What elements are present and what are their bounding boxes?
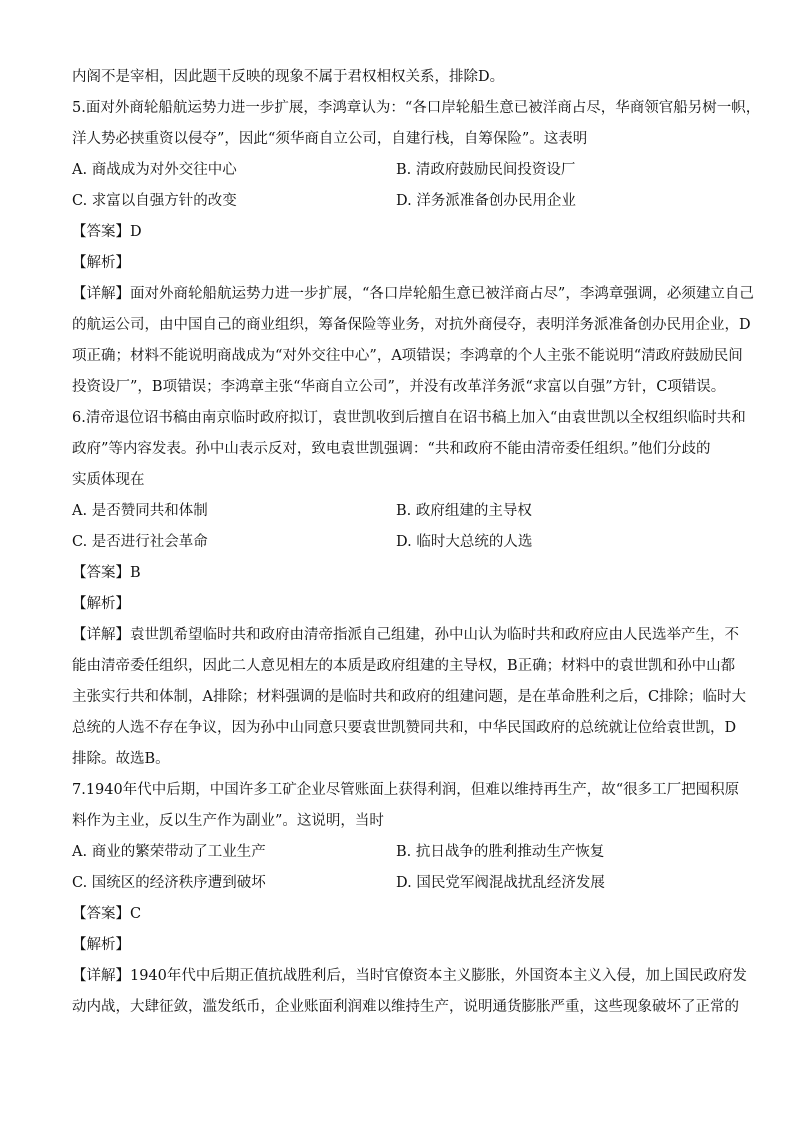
option-d: D. 临时大总统的人选: [396, 534, 533, 550]
question-stem-line: 5.面对外商轮船航运势力进一步扩展，李鸿章认为：“各口岸轮船生意已被洋商占尽，华商领官船另树一帜，: [72, 100, 761, 116]
question-7: [72, 775, 747, 1023]
answer-label: 【答案】B: [72, 565, 141, 581]
detail-line: 【详解】袁世凯希望临时共和政府由清帝指派自己组建，孙中山认为临时共和政府应由人民选举产生，不: [72, 627, 739, 643]
option-b: B. 抗日战争的胜利推动生产恢复: [396, 844, 605, 860]
question-stem-line: 实质体现在: [72, 472, 145, 488]
detail-line: 【详解】1940年代中后期正值抗战胜利后，当时官僚资本主义膨胀，外国资本主义入侵，加上国民政府发: [72, 968, 747, 984]
options-row: [72, 837, 724, 868]
analysis-label: 【解析】: [72, 596, 130, 612]
option-a: A. 商战成为对外交往中心: [72, 162, 237, 178]
question-stem-line: 6.清帝退位诏书稿由南京临时政府拟订，袁世凯收到后擅自在诏书稿上加入“由袁世凯以全权组织临时共和: [72, 410, 746, 426]
detail-line: 投资设厂”，B项错误；李鸿章主张“华商自立公司”，并没有改革洋务派“求富以自强”方针，C项错误。: [72, 379, 726, 395]
detail-line: 总统的人选不存在争议，因为孙中山同意只要袁世凯赞同共和，中华民国政府的总统就让位给袁世凯，D: [72, 720, 737, 736]
analysis-label: 【解析】: [72, 937, 130, 953]
detail-line: 能由清帝委任组织，因此二人意见相左的本质是政府组建的主导权，B正确；材料中的袁世凯和孙中山都: [72, 658, 736, 674]
options-row: [72, 868, 724, 899]
question-stem-line: 政府”等内容发表。孙中山表示反对，致电袁世凯强调：“共和政府不能由清帝委任组织。”他们分歧的: [72, 441, 711, 457]
detail-line: 主张实行共和体制，A排除；材料强调的是临时共和政府的组建问题，是在革命胜利之后，C排除；临时大: [72, 689, 747, 705]
analysis-label: 【解析】: [72, 255, 130, 271]
option-c: C. 国统区的经济秩序遭到破坏: [72, 875, 266, 891]
detail-line: 排除。故选B。: [72, 751, 170, 767]
question-stem-line: 料作为主业，反以生产作为副业”。这说明，当时: [72, 813, 384, 829]
question-stem-line: 7.1940年代中后期，中国许多工矿企业尽管账面上获得利润，但难以维持再生产，故“很多工厂把囤积原: [72, 782, 740, 798]
detail-line: 项正确；材料不能说明商战成为“对外交往中心”，A项错误；李鸿章的个人主张不能说明“清政府鼓励民间: [72, 348, 743, 364]
document-page: [72, 62, 761, 1023]
detail-line: 【详解】面对外商轮船航运势力进一步扩展，“各口岸轮船生意已被洋商占尽”，李鸿章强调，必须建立自己: [72, 286, 754, 302]
option-d: D. 国民党军阀混战扰乱经济发展: [396, 875, 605, 891]
detail-line: 动内战，大肆征敛，滥发纸币，企业账面利润难以维持生产，说明通货膨胀严重，这些现象破坏了正常的: [72, 999, 739, 1015]
option-c: C. 求富以自强方针的改变: [72, 193, 237, 209]
option-a: A. 是否赞同共和体制: [72, 503, 208, 519]
option-b: B. 政府组建的主导权: [396, 503, 532, 519]
options-row: [72, 496, 724, 527]
option-d: D. 洋务派准备创办民用企业: [396, 193, 576, 209]
detail-line: 的航运公司，由中国自己的商业组织，筹备保险等业务，对抗外商侵夺，表明洋务派准备创办民用企业，D: [72, 317, 751, 333]
options-row: [72, 155, 724, 186]
answer-label: 【答案】D: [72, 224, 142, 240]
text-line: 内阁不是宰相，因此题干反映的现象不属于君权相权关系，排除D。: [72, 69, 505, 85]
question-stem-line: 洋人势必挟重资以侵夺”，因此“须华商自立公司，自建行栈，自筹保险”。这表明: [72, 131, 588, 147]
option-a: A. 商业的繁荣带动了工业生产: [72, 844, 266, 860]
answer-label: 【答案】C: [72, 906, 142, 922]
question-6: [72, 403, 747, 775]
options-row: [72, 527, 724, 558]
options-row: [72, 186, 724, 217]
option-c: C. 是否进行社会革命: [72, 534, 208, 550]
option-b: B. 清政府鼓励民间投资设厂: [396, 162, 576, 178]
question-5: [72, 93, 761, 403]
